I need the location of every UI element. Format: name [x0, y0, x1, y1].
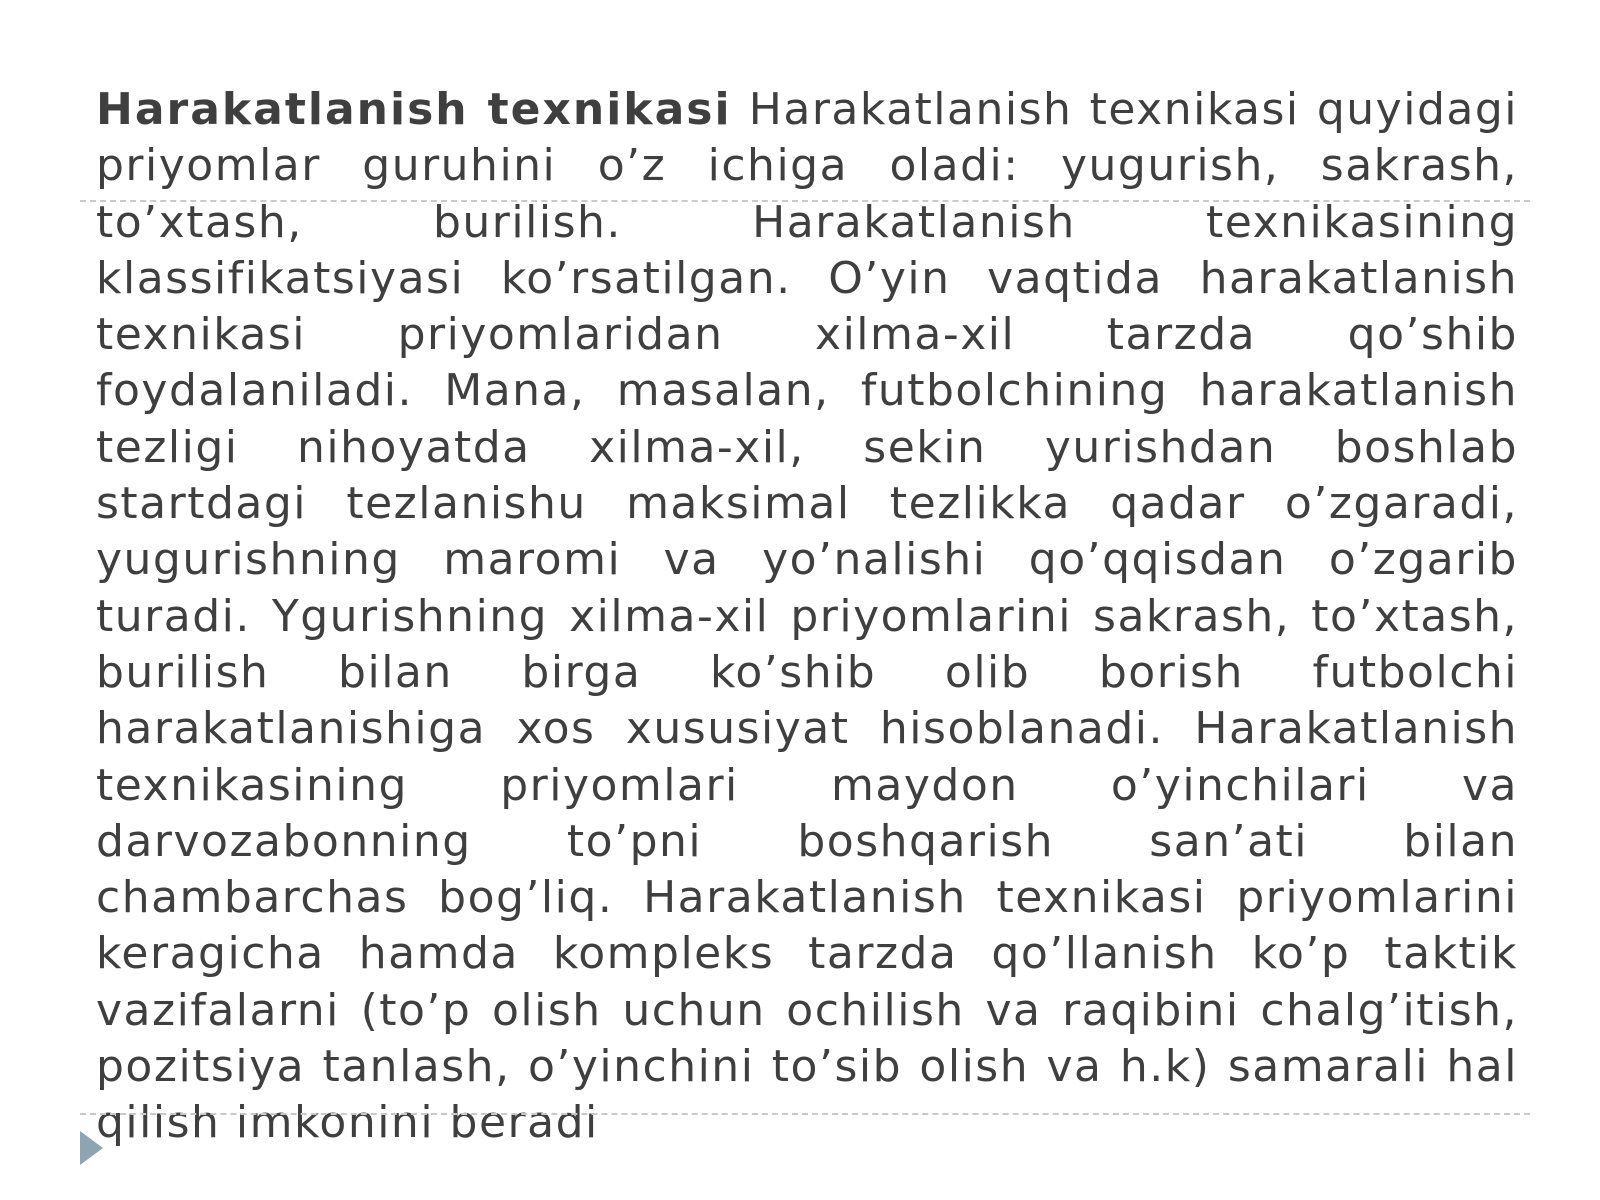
section-heading: Harakatlanish texnikasi [96, 84, 732, 135]
triangle-right-icon [80, 1131, 103, 1165]
body-text [96, 82, 1518, 1152]
footer-divider [80, 1113, 1530, 1115]
body-paragraph: Harakatlanish texnikasi quyidagi priyomlar guruhini o’z ichiga oladi: yugurish, sakrash, to’xtash, burilish. Harakatlanish texnikasining klassifikatsiyasi ko’rsatilgan. O’yin vaqtida harakatlanish texnikasi priyomlaridan xilma-xil tarzda qo’shib foydalaniladi. Mana, masalan, futbolchining harakatlanish tezligi nihoyatda xilma-xil, sekin yurishdan boshlab startdagi tezlanishu maksimal tezlikka qadar o’zgaradi, yugurishning maromi va yo’nalishi qo’qqisdan o’zgarib turadi. Ygurishning xilma-xil priyomlarini sakrash, to’xtash, burilish bilan birga ko’shib olib borish futbolchi harakatlanishiga xos xususiyat hisoblanadi. Harakatlanish texnikasining priyomlari maydon o’yinchilari va darvozabonning to’pni boshqarish san’ati bilan chambarchas bog’liq. Harakatlanish texnikasi priyomlarini keragicha hamda kompleks tarzda qo’llanish ko’p taktik vazifalarni (to’p olish uchun ochilish va raqibini chalg’itish, pozitsiya tanlash, o’yinchini to’sib olish va h.k) samarali hal qilish imkonini beradi [96, 84, 1518, 1149]
